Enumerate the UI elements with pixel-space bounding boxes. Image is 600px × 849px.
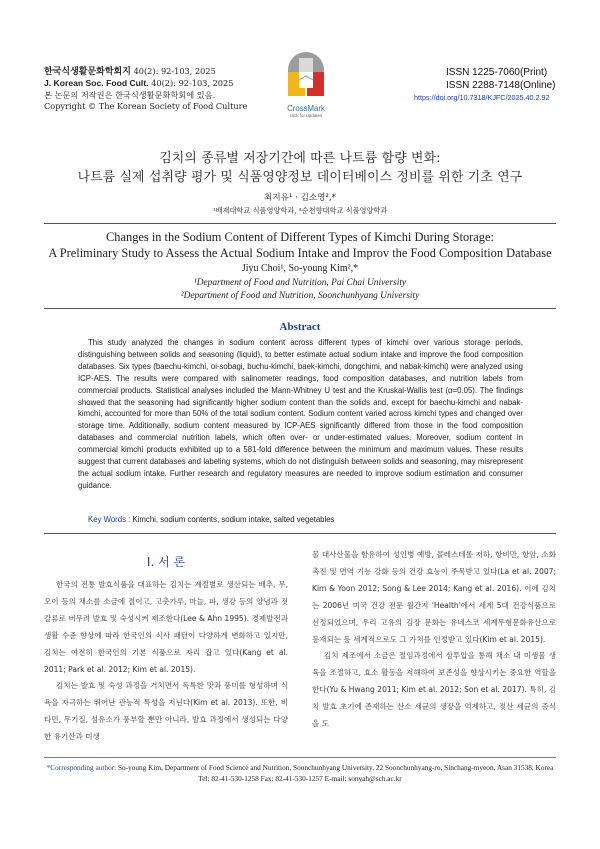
crossmark-badge[interactable] bbox=[276, 50, 336, 118]
affiliation-en-2: ²Department of Food and Nutrition, Soonchunhyang University bbox=[180, 291, 420, 301]
copyright-notice-ko: 본 논문의 저작권은 한국식생활문화학회에 있음. bbox=[44, 89, 216, 100]
journal-title-ko: 한국식생활문화학회지 bbox=[44, 67, 131, 77]
issn-print: ISSN 1225-7060(Print) bbox=[446, 67, 548, 78]
title-en-line2: A Preliminary Study to Assess the Actual Sodium Intake and Improv the Food Composition Database bbox=[48, 246, 552, 260]
crossmark-icon bbox=[286, 50, 326, 100]
affiliation-ko: ¹배재대학교 식품영양학과, ²순천향대학교 식품영양학과 bbox=[212, 206, 388, 215]
authors-en: Jiyu Choi¹, So-young Kim²,* bbox=[241, 263, 359, 274]
paragraph: 김치 제조에서 소금은 절임과정에서 삼투압을 통해 채소 내 미생물 생육을 조절하고, 효소 활동을 저해하여 보존성을 향상시키는 중요한 역할을 한다(Yu & Hwang 2011; Kim et al. 2012; Son et al. 2017). 특히, 김치 발효 초기에 존재하는 산소 세균의 생장을 억제하고, 젖산 세균의 증식을 도 bbox=[312, 651, 556, 729]
divider bbox=[44, 533, 556, 534]
abstract-text: This study analyzed the changes in sodium content across different types of kimchi over various storage periods, distinguishing between solids and seasoning (liquid), to better estimate actual sodium intake and improve the food composition databases. Six types (baechu-kimchi, oi-sobagi, buchu-kimchi, baek-kimchi, dongchimi, and nabak-kimchi) were analyzed using ICP-AES. The results were compared with salinometer readings, food composition databases, and nutrition labels from commercial products. Statistical analyses included the Mann-Whitney U test and the Kruskal-Wallis test (α=0.05). The findings showed that the seasoning had significantly higher sodium content than the solids and, except for baechu-kimchi and nabak-kimchi, accounted for more than 50% of the total sodium content. Sodium content varied across kimchi types and changed over storage time. Additionally, sodium content measured by ICP-AES significantly differed from those in the food composition databases and commercial nutrition labels, which often over- or under-estimated values. Moreover, sodium content in commercial kimchi products exhibited up to a 581-fold difference between the minimum and maximum values. These results suggest that current databases and labeling systems, which do not distinguish between solids and seasoning, may misrepresent the actual sodium intake. Further research and regulatory measures are needed to improve sodium estimation and consumer guidance. bbox=[78, 338, 523, 490]
issn-online: ISSN 2288-7148(Online) bbox=[446, 80, 556, 91]
journal-volume-en: 40(2): 92-103, 2025 bbox=[151, 78, 234, 89]
doi-link[interactable]: https://doi.org/10.7318/KJFC/2025.40.2.92 bbox=[414, 93, 550, 102]
corresponding-author-footnote bbox=[44, 757, 556, 784]
title-en-line1: Changes in the Sodium Content of Different Types of Kimchi During Storage: bbox=[106, 230, 494, 244]
paragraph: 김치는 발효 및 숙성 과정을 거치면서 독특한 맛과 풍미를 형성하며 식욕을 자극하는 뛰어난 관능적 특성을 지닌다(Kim et al. 2013). 또한, 비타민, 무기질, 섬유소가 풍부할 뿐만 아니라, 발효 과정에서 생성되는 다양한 유기산과 미생 bbox=[44, 681, 288, 742]
keywords bbox=[88, 515, 334, 524]
section-heading: Ⅰ. 서 론 bbox=[146, 555, 186, 569]
paragraph: 물 대사산물을 함유하여 성인병 예방, 콜레스테롤 저하, 항비만, 항암, 소화 촉진 및 면역 기능 강화 등의 건강 효능이 주목받고 있다(La et al. 2007; Kim & Yoon 2012; Song & Lee 2014; Kang et al. 2016). 이에 김치는 2006년 미국 건강 전문 월간지 'Health'에서 세계 5대 건강식품으로 선정되었으며, 우리 고유의 김장 문화는 유네스코 세계무형문화유산으로 등재되는 등 세계적으로도 그 가치를 인정받고 있다(Kim et al. 2015). bbox=[312, 550, 556, 644]
footnote-address: So-young Kim, Department of Food Science and Nutrition, Soonchunhyang University, 22 Soonchunhyang-ro, Sinchang-myeon, Asan 31538, Korea bbox=[117, 763, 554, 772]
authors-ko: 최지유¹ · 김소영²,* bbox=[264, 193, 336, 203]
keywords-label: Key Words : bbox=[88, 515, 131, 524]
journal-volume-ko: 40(2): 92-103, 2025 bbox=[133, 66, 216, 76]
body-column-right bbox=[312, 547, 556, 733]
crossmark-sublabel: click for updates bbox=[289, 113, 323, 118]
body-column-left bbox=[44, 577, 288, 746]
affiliation-en-1: ¹Department of Food and Nutrition, Pai Chai University bbox=[193, 278, 407, 288]
journal-info bbox=[44, 66, 247, 112]
title-ko-line2: 나트륨 실제 섭취량 평가 및 식품영양정보 데이터베이스 정비를 위한 기초 연구 bbox=[77, 170, 523, 185]
crossmark-label: CrossMark bbox=[287, 104, 325, 113]
paragraph: 한국의 전통 발효식품을 대표하는 김치는 계절별로 생산되는 배추, 무, 오이 등의 채소를 소금에 절이고, 고춧가루, 마늘, 파, 생강 등의 양념과 젓갈류로 버무려 발효 및 숙성시켜 제조한다(Lee & Ahn 1995). 경제발전과 생활 수준 향상에 따라 한국인의 식사 패턴이 다양하게 변화하고 있지만, 김치는 여전히 한국인의 기본 식품으로 자리 잡고 있다(Kang et al. 2011; Park et al. 2012; Kim et al. 2015). bbox=[44, 580, 288, 674]
divider bbox=[44, 308, 556, 309]
abstract-heading: Abstract bbox=[279, 321, 321, 333]
footnote-contact: Tel: 82-41-530-1258 Fax: 82-41-530-1257 E-mail: sonyah@sch.ac.kr bbox=[198, 774, 402, 784]
footnote-label: *Corresponding author: bbox=[46, 763, 117, 772]
title-ko-line1: 김치의 종류별 저장기간에 따른 나트륨 함량 변화: bbox=[159, 151, 441, 166]
divider bbox=[44, 223, 556, 224]
journal-title-en: J. Korean Soc. Food Cult. bbox=[44, 78, 149, 89]
keywords-text: Kimchi, sodium contents, sodium intake, salted vegetables bbox=[132, 515, 335, 524]
copyright-line: Copyright © The Korean Society of Food Culture bbox=[44, 100, 248, 111]
issn-block bbox=[414, 66, 556, 104]
